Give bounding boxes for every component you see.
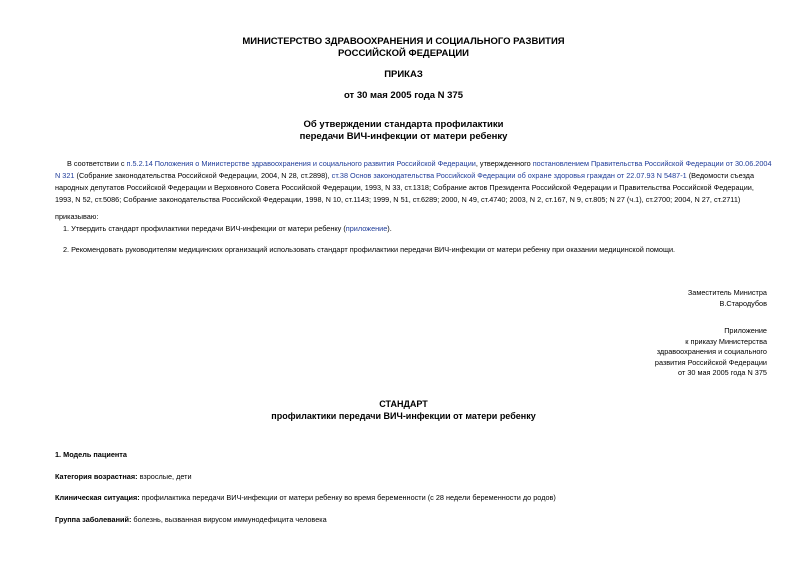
disease-group [55, 514, 773, 526]
appendix-line-4: развития Российской Федерации [654, 357, 767, 367]
standard-subtitle: профилактики передачи ВИЧ-инфекции от матери ребенку [271, 411, 536, 421]
doc-type: ПРИКАЗ [384, 69, 423, 80]
disease-group-value: болезнь, вызванная вирусом иммунодефицита человека [131, 515, 327, 524]
appendix-line-2: к приказу Министерства [685, 336, 767, 346]
signature-name: В.Стародубов [719, 298, 767, 308]
appendix-line-1: Приложение [724, 326, 767, 335]
doc-title-line-2: передачи ВИЧ-инфекции от матери ребенку [299, 131, 508, 142]
clinical-situation [55, 492, 773, 504]
clinical-situation-label: Клиническая ситуация: [55, 493, 140, 502]
order-item-1-text: 1. Утвердить стандарт профилактики передачи ВИЧ-инфекции от матери ребенку ( [63, 224, 346, 233]
order-item-1-end: ). [387, 224, 392, 233]
preamble-paragraph [55, 158, 773, 206]
appendix-link[interactable]: приложение [345, 224, 388, 233]
signature-position: Заместитель Министра [687, 288, 767, 297]
standard-heading [0, 398, 807, 422]
section-patient-model: 1. Модель пациента [55, 450, 127, 459]
doc-date: от 30 мая 2005 года N 375 [343, 90, 464, 101]
standard-title: СТАНДАРТ [379, 399, 428, 409]
ministry-header [0, 36, 807, 60]
health-law-link[interactable]: ст.38 Основ законодательства Российской Федерации об охране здоровья граждан от 22.07.93 N 5487-1 [331, 171, 687, 180]
order-item-1 [63, 223, 773, 235]
clinical-situation-value: профилактика передачи ВИЧ-инфекции от матери ребенку во время беременности (с 28 недели беременности до родов) [139, 493, 556, 502]
preamble-text-3: (Собрание законодательства Российской Федерации, 2004, N 28, ст.2898), [74, 171, 332, 180]
regulation-link[interactable]: п.5.2.14 Положения о Министерстве здравоохранения и социального развития Российской Федерации [126, 159, 476, 168]
order-word: приказываю: [55, 212, 99, 221]
preamble-text-2: , утвержденного [475, 159, 533, 168]
government-resolution-link[interactable]: постановлением Правительства Российской Федерации от 30.06.2004 N 321 [55, 159, 772, 180]
age-category-label: Категория возрастная: [55, 472, 138, 481]
ministry-line-1: МИНИСТЕРСТВО ЗДРАВООХРАНЕНИЯ И СОЦИАЛЬНОГО РАЗВИТИЯ [242, 36, 565, 47]
ministry-line-2: РОССИЙСКОЙ ФЕДЕРАЦИИ [337, 48, 469, 59]
age-category [55, 471, 773, 483]
doc-title-line-1: Об утверждении стандарта профилактики [303, 119, 504, 130]
appendix-line-3: здравоохранения и социального [656, 347, 767, 356]
appendix-block [655, 326, 767, 379]
order-item-2: 2. Рекомендовать руководителям медицинских организаций использовать стандарт профилактики передачи ВИЧ-инфекции от матери ребенку при оказании медицинской помощи. [63, 245, 676, 254]
preamble-text-4: (Ведомости съезда народных депутатов Российской Федерации и Верховного Совета Российской Федерации, 1993, N 33, ст.1318; Собрание актов Президента Российской Федерации и Правительства Российской Федерации, 1993, N 52, ст.5086; Собрание законодательства Российской Федерации, 1998, N 10, ст.1143; 1999, N 51, ст.6289; 2000, N 49, ст.4740; 2003, N 2, ст.167, N 9, ст.805; N 27 (ч.1), ст.2700; 2004, N 27, ст.2711) [55, 171, 755, 204]
disease-group-label: Группа заболеваний: [55, 515, 132, 524]
signature-block [688, 288, 767, 309]
doc-title [0, 119, 807, 143]
preamble-text-1: В соответствии с [67, 159, 127, 168]
age-category-value: взрослые, дети [137, 472, 192, 481]
appendix-line-5: от 30 мая 2005 года N 375 [678, 368, 767, 377]
